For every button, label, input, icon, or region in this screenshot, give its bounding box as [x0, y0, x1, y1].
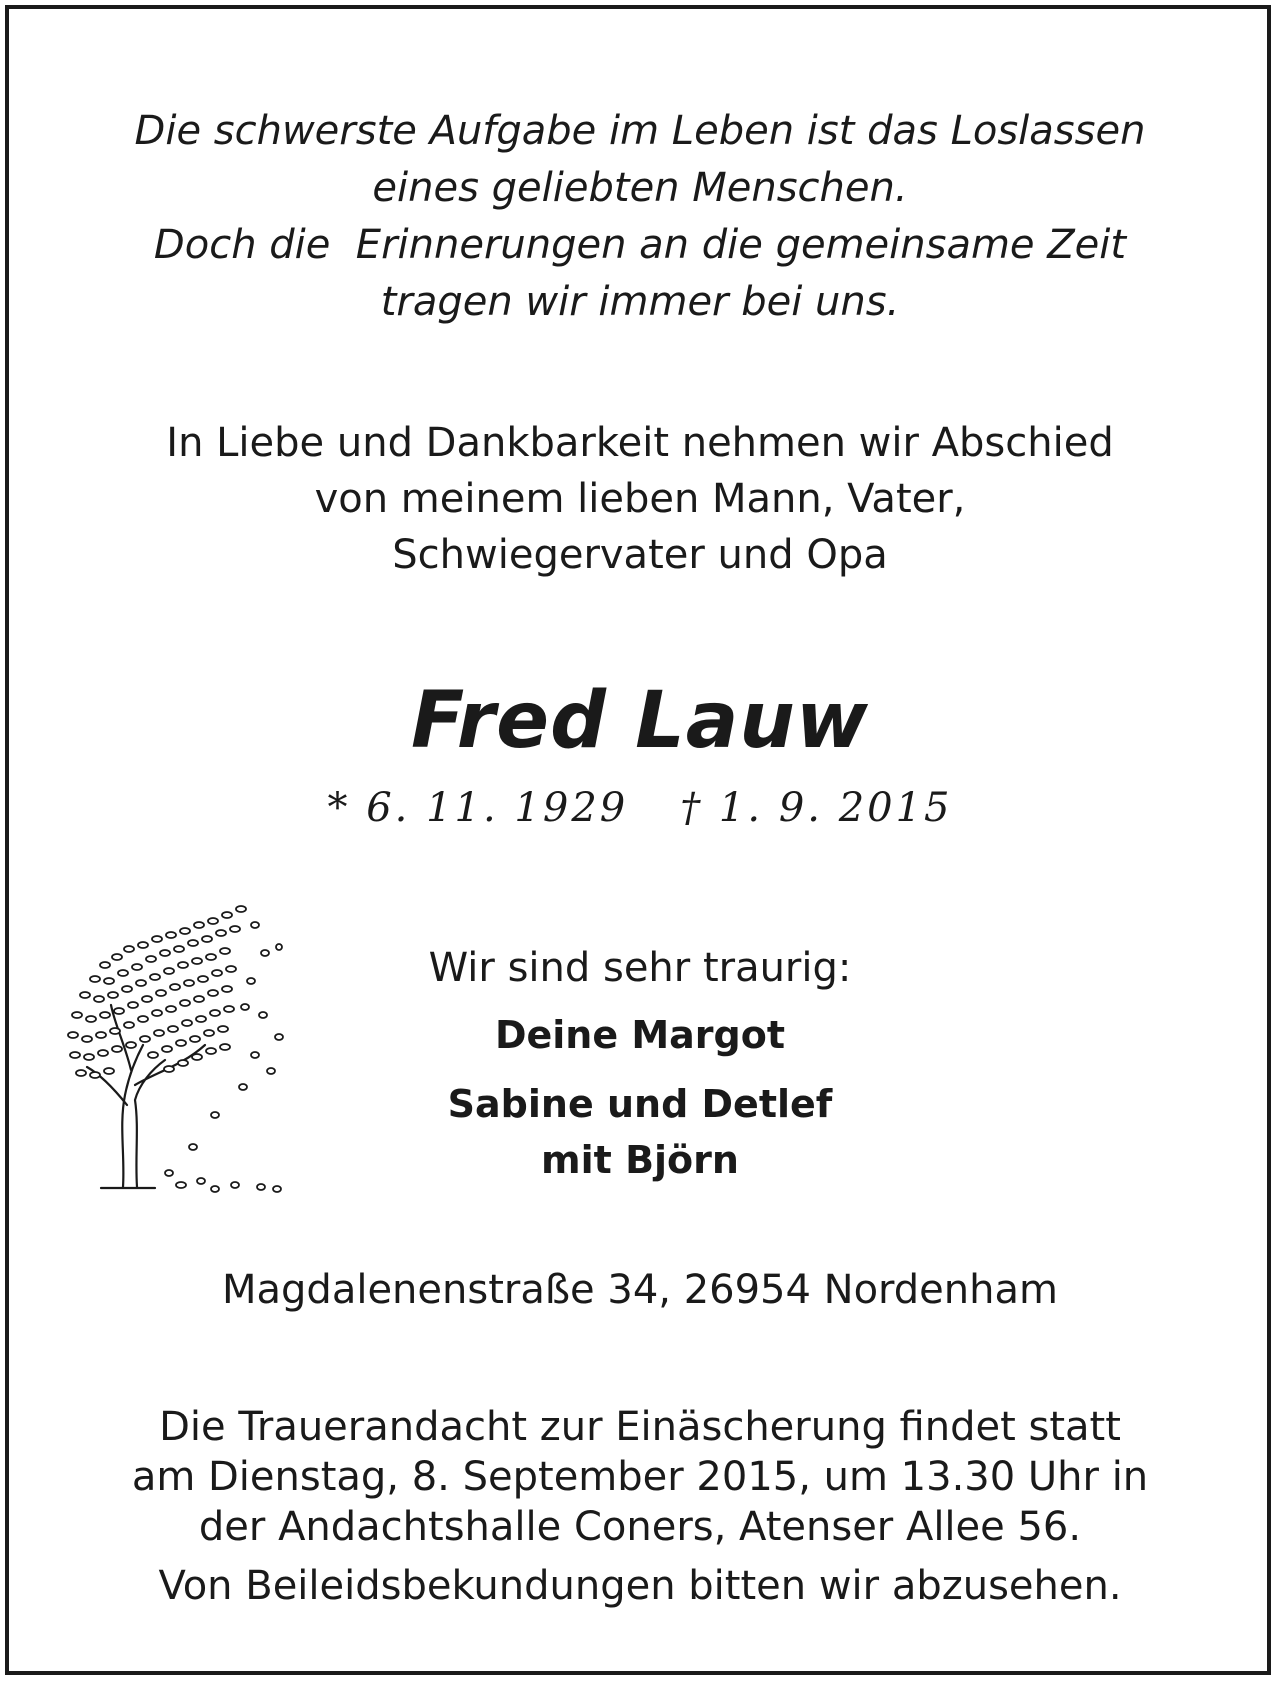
quote-line-1: Die schwerste Aufgabe im Leben ist das Loslassen	[134, 108, 1146, 154]
death-date: † 1. 9. 2015	[680, 785, 953, 831]
service-line-2: am Dienstag, 8. September 2015, um 13.30 Uhr in	[131, 1454, 1149, 1500]
life-dates	[0, 783, 1280, 833]
closing-note: Von Beileidsbekundungen bitten wir abzusehen.	[158, 1563, 1122, 1609]
mourner-wife: Deine Margot	[494, 1013, 786, 1057]
quote-line-2: eines geliebten Menschen.	[372, 165, 908, 211]
deceased-name: Fred Lauw	[411, 676, 869, 766]
farewell-intro	[0, 415, 1280, 583]
service-line-1: Die Trauerandacht zur Einäscherung findet statt	[159, 1404, 1121, 1450]
service-line-3: der Andachtshalle Coners, Atenser Allee 56.	[198, 1504, 1082, 1550]
mourner-children: Sabine und Detlef	[447, 1082, 833, 1126]
windblown-tree-icon	[65, 895, 315, 1195]
intro-line-1: In Liebe und Dankbarkeit nehmen wir Abschied	[166, 420, 1114, 466]
quote-line-4: tragen wir immer bei uns.	[380, 279, 900, 325]
address: Magdalenenstraße 34, 26954 Nordenham	[222, 1267, 1058, 1313]
quote-line-3: Doch die Erinnerungen an die gemeinsame Zeit	[153, 222, 1127, 268]
birth-date: * 6. 11. 1929	[327, 785, 629, 831]
mourner-grandchild: mit Björn	[541, 1138, 739, 1182]
opening-quote	[0, 103, 1280, 331]
intro-line-3: Schwiegervater und Opa	[392, 532, 888, 578]
mourners-heading: Wir sind sehr traurig:	[428, 945, 852, 991]
service-info	[0, 1402, 1280, 1552]
mourner-family	[380, 1076, 900, 1188]
intro-line-2: von meinem lieben Mann, Vater,	[314, 476, 966, 522]
